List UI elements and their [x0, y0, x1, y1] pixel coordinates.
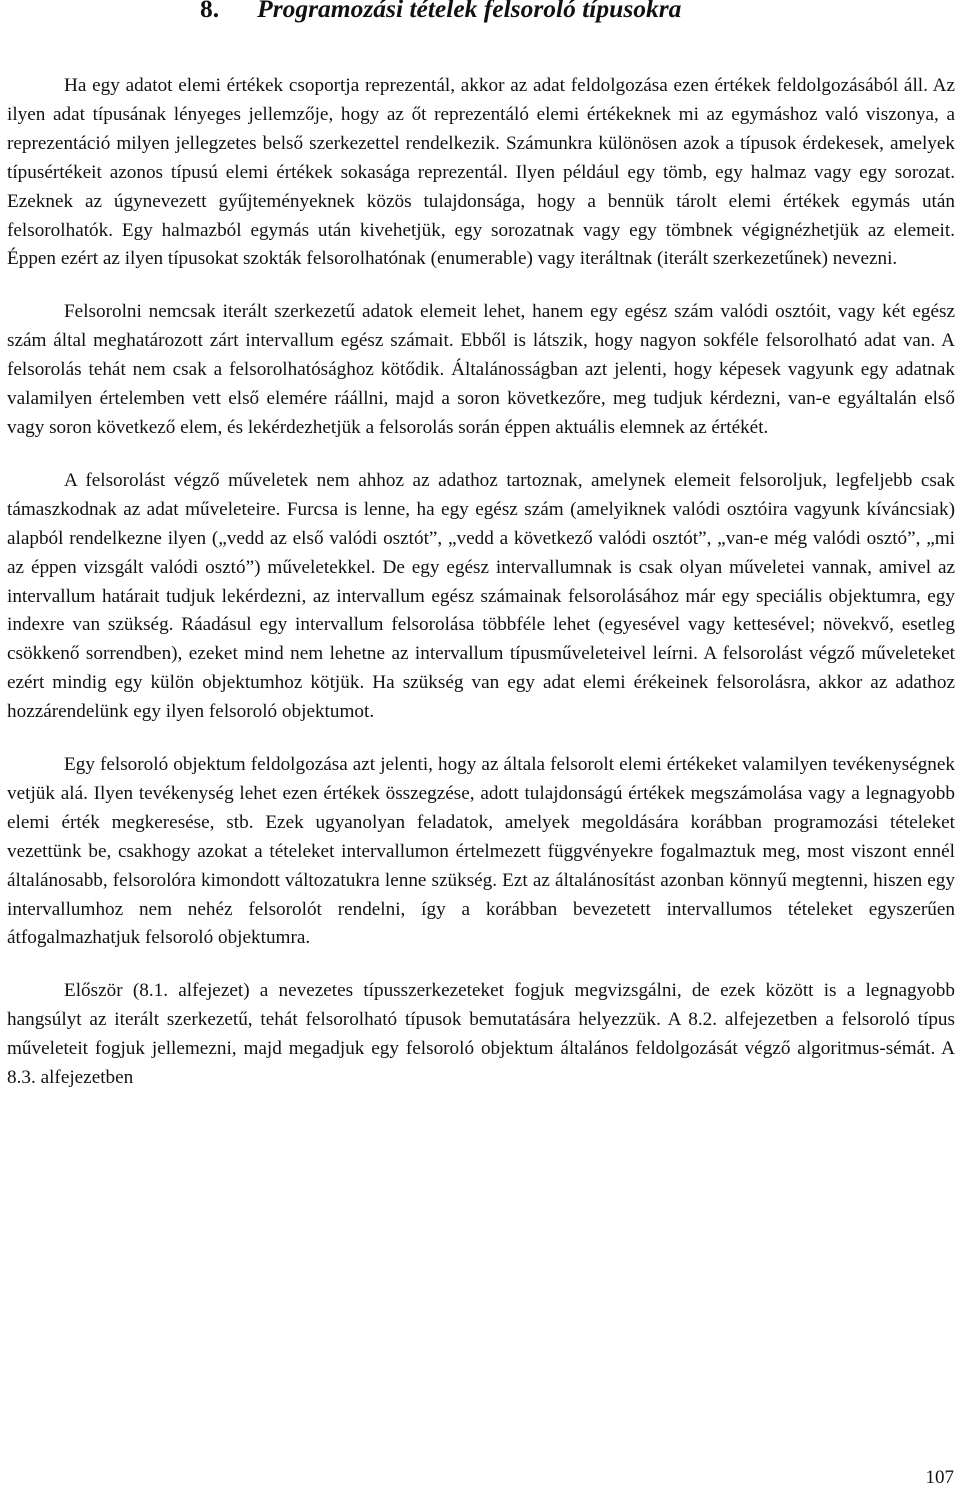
chapter-heading	[200, 0, 681, 24]
paragraph-4: Egy felsoroló objektum feldolgozása azt jelenti, hogy az általa felsorolt elemi értékeket valamilyen tevékenységnek vetjük alá. Ilyen tevékenység lehet ezen értékek összegzése, adott tulajdonságú értékek megszámolása vagy a legnagyobb elemi érték megkeresése, stb. Ezek ugyanolyan feladatok, amelyek megoldására korábban programozási tételeket vezettünk be, csakhogy azokat a tételeket intervallumon értelmezett függvényekre fogalmaztuk meg, most viszont ennél általánosabb, felsorolóra kimondott változatukra lenne szükség. Ezt az általánosítást azonban könnyű megtenni, hiszen egy intervallumhoz nem nehéz felsorolót rendelni, így a korábban bevezetett intervallumos tételeket egyszerűen átfogalmazhatjuk felsoroló objektumra.	[7, 754, 955, 949]
body-text	[7, 72, 955, 1117]
paragraph-3: A felsorolást végző műveletek nem ahhoz az adathoz tartoznak, amelynek elemeit felsoroljuk, legfeljebb csak támaszkodnak az adat műveleteire. Furcsa is lenne, ha egy egész szám (amelyiknek valódi osztóira vagyunk kíváncsiak) alapból rendelkezne ilyen („vedd az első valódi osztót”, „vedd a következő valódi osztót”, „van-e még valódi osztó”, „mi az éppen vizsgált valódi osztó”) műveletekkel. De egy egész intervallumnak is csak olyan műveletei vannak, amivel az intervallum határait tudjuk lekérdezni, az intervallum egész számainak felsorolásához már egy speciális objektumra, egy indexre van szükség. Ráadásul egy intervallum felsorolása többféle lehet (egyesével vagy kettesével; növekvő, esetleg csökkenő sorrendben), ezeket mind nem lehetne az intervallum típusműveleteivel leírni. A felsorolást végző műveleteket ezért mindig egy külön objektumhoz kötjük. Ha szükség van egy adat elemi érékeinek felsorolásra, akkor az adathoz hozzárendelünk egy ilyen felsoroló objektumot.	[7, 469, 955, 723]
chapter-title: Programozási tételek felsoroló típusokra	[257, 0, 682, 23]
paragraph-2: Felsorolni nemcsak iterált szerkezetű adatok elemeit lehet, hanem egy egész szám valódi osztóit, vagy két egész szám által meghatározott zárt intervallum egész számait. Ebből is látszik, hogy nagyon sokféle felsorolható adat van. A felsorolás tehát nem csak a felsorolhatósághoz kötődik. Általánosságban azt jelenti, hogy képesek vagyunk egy adatnak valamilyen értelemben vett első elemére ráállni, majd a soron következőre, meg tudjuk kérdezni, van-e egyáltalán első vagy soron következő elem, és lekérdezhetjük a felsorolás során éppen aktuális elemnek az értékét.	[7, 301, 955, 438]
paragraph-1: Ha egy adatot elemi értékek csoportja reprezentál, akkor az adat feldolgozása ezen értékek feldolgozásából áll. Az ilyen adat típusának lényeges jellemzője, hogy az őt reprezentáló elemi értékeknek mi az egymáshoz való viszonya, a reprezentáció milyen jellegzetes belső szerkezettel rendelkezik. Számunkra különösen azok a típusok érdekesek, amelyek típusértékeit azonos típusú elemi értékek sokasága reprezentál. Ilyen például egy tömb, egy halmaz vagy egy sorozat. Ezeknek az úgynevezett gyűjteményeknek közös tulajdonsága, hogy a bennük tárolt elemi értékek egymás után felsorolhatók. Egy halmazból egymás után kivehetjük, egy sorozatnak vagy egy tömbnek végignézhetjük az elemeit. Éppen ezért az ilyen típusokat szokták felsorolhatónak (enumerable) vagy iteráltnak (iterált szerkezetűnek) nevezni.	[7, 75, 955, 270]
chapter-number: 8.	[200, 0, 220, 23]
paragraph-5: Először (8.1. alfejezet) a nevezetes típusszerkezeteket fogjuk megvizsgálni, de ezek között is a legnagyobb hangsúlyt az iterált szerkezetű, tehát felsorolható típusok bemutatására helyezzük. A 8.2. alfejezetben a felsoroló típus műveleteit fogjuk jellemezni, majd megadjuk egy felsoroló objektum általános feldolgozását végző algoritmus-sémát. A 8.3. alfejezetben	[7, 980, 955, 1089]
page-number: 107	[925, 1467, 954, 1488]
